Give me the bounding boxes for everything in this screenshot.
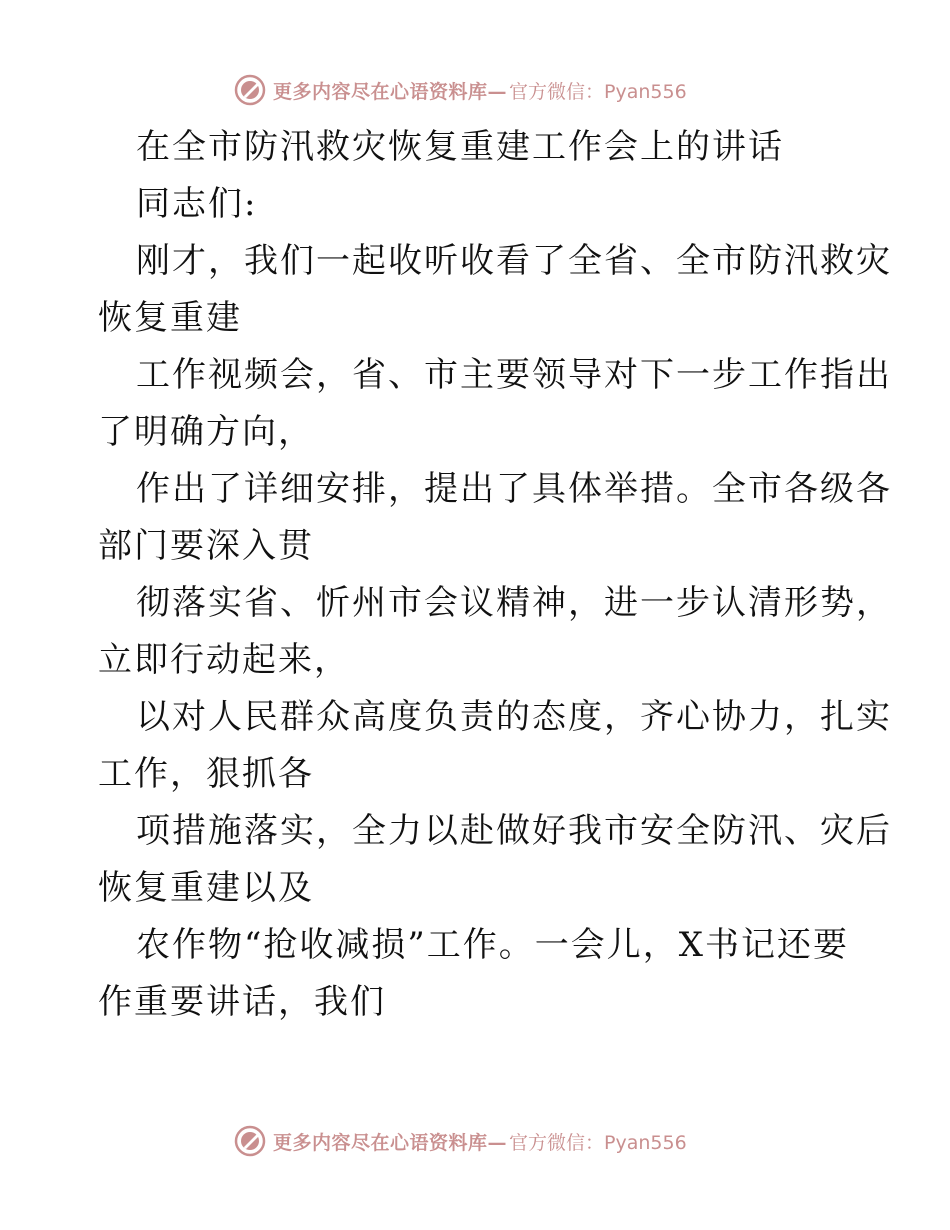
watermark-text: 更多内容尽在心语资料库— <box>273 80 508 103</box>
paragraph-line: 工作，狠抓各 <box>98 754 314 794</box>
pen-logo-icon <box>233 73 267 107</box>
salutation: 同志们: <box>136 184 258 224</box>
paragraph-line: 立即行动起来， <box>98 640 350 680</box>
paragraph-line: 项措施落实，全力以赴做好我市安全防汛、灾后 <box>136 811 892 851</box>
paragraph-line: 农作物“抢收减损”工作。一会儿，X书记还要 <box>136 925 849 965</box>
paragraph-line: 作重要讲话，我们 <box>98 982 386 1022</box>
paragraph-line: 恢复重建 <box>98 298 242 338</box>
paragraph-line: 以对人民群众高度负责的态度，齐心协力，扎实 <box>136 697 892 737</box>
paragraph-line: 工作视频会，省、市主要领导对下一步工作指出 <box>136 355 892 395</box>
watermark-wechat: 官方微信：Pyan556 <box>509 80 687 103</box>
paragraph-line: 刚才，我们一起收听收看了全省、全市防汛救灾 <box>136 241 892 281</box>
paragraph-line: 作出了详细安排，提出了具体举措。全市各级各 <box>136 469 892 509</box>
paragraph-line: 彻落实省、忻州市会议精神，进一步认清形势， <box>136 583 892 623</box>
header-watermark <box>233 72 687 108</box>
document-body <box>98 119 892 1031</box>
paragraph-line: 了明确方向， <box>98 412 314 452</box>
document-title: 在全市防汛救灾恢复重建工作会上的讲话 <box>136 127 784 167</box>
watermark-text: 更多内容尽在心语资料库— <box>273 1131 508 1154</box>
pen-logo-icon <box>233 1124 267 1158</box>
paragraph-line: 恢复重建以及 <box>98 868 314 908</box>
paragraph-line: 部门要深入贯 <box>98 526 314 566</box>
watermark-wechat: 官方微信：Pyan556 <box>509 1131 687 1154</box>
footer-watermark <box>233 1123 687 1159</box>
